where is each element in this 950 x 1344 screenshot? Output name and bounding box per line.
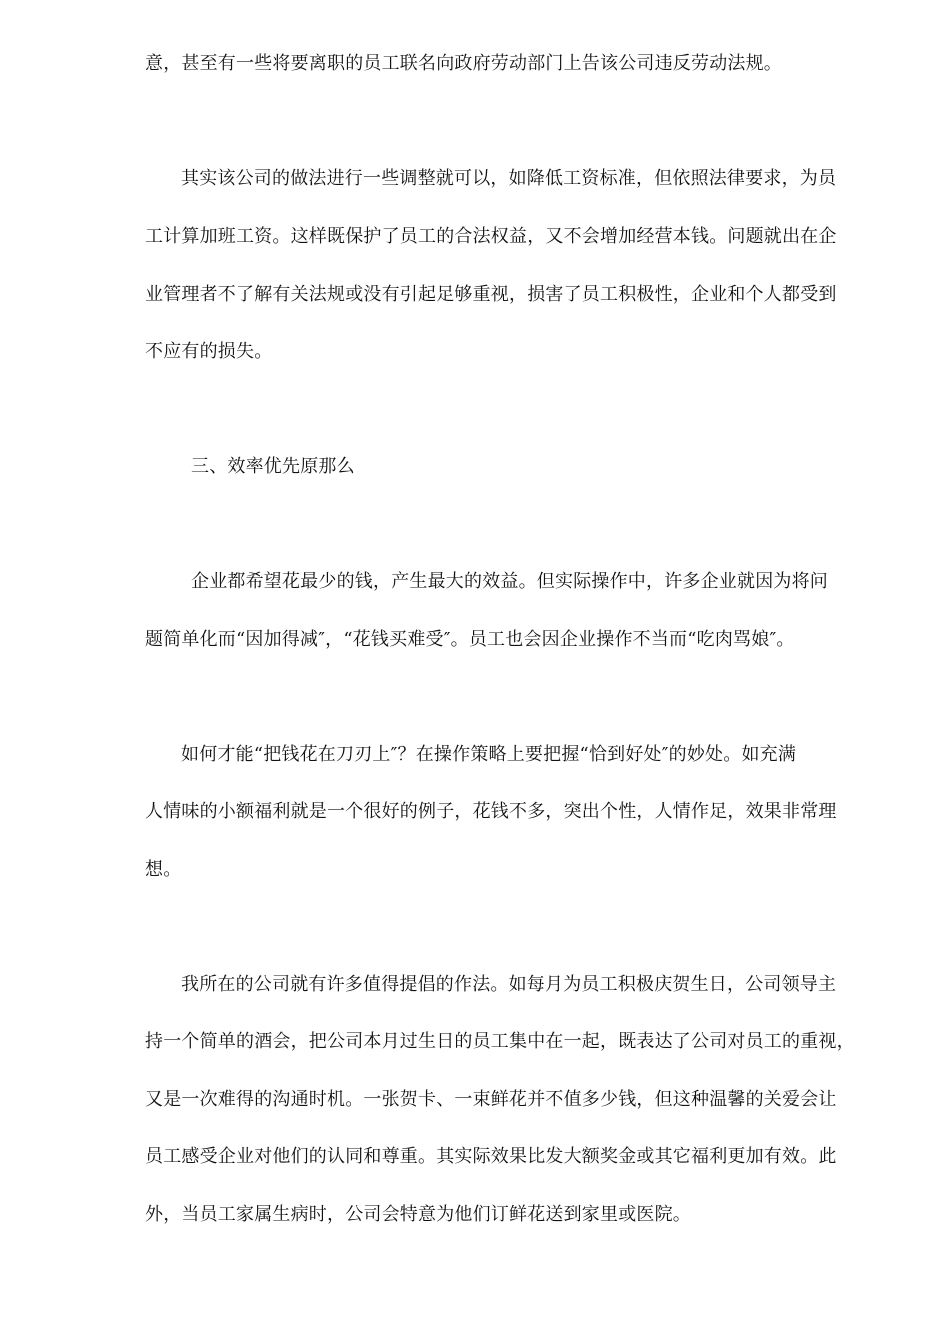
paragraph-line: 如何才能“把钱花在刀刃上″？在操作策略上要把握“恰到好处″的妙处。如充满	[181, 744, 797, 765]
paragraph-line: 想。	[145, 859, 182, 880]
paragraph-line: 员工感受企业对他们的认同和尊重。其实际效果比发大额奖金或其它福利更加有效。此	[145, 1146, 837, 1167]
paragraph-line: 又是一次难得的沟通时机。一张贺卡、一束鲜花并不值多少钱，但这种温馨的关爱会让	[145, 1089, 837, 1110]
paragraph-line: 不应有的损失。	[145, 341, 273, 362]
paragraph-line: 外，当员工家属生病时，公司会特意为他们订鲜花送到家里或医院。	[145, 1204, 691, 1225]
paragraph-line: 我所在的公司就有许多值得提倡的作法。如每月为员工积极庆贺生日，公司领导主	[181, 974, 837, 995]
paragraph-line: 人情味的小额福利就是一个很好的例子，花钱不多，突出个性，人情作足，效果非常理	[145, 801, 837, 822]
paragraph-line: 持一个简单的酒会，把公司本月过生日的员工集中在一起，既表达了公司对员工的重视，	[145, 1031, 855, 1052]
section-heading: 三、效率优先原那么	[191, 456, 355, 477]
paragraph-line: 企业都希望花最少的钱，产生最大的效益。但实际操作中，许多企业就因为将问	[191, 571, 828, 592]
paragraph-line: 题简单化而“因加得减″，“花钱买难受″。员工也会因企业操作不当而“吃肉骂娘″。	[145, 629, 795, 650]
paragraph-line: 工计算加班工资。这样既保护了员工的合法权益，又不会增加经营本钱。问题就出在企	[145, 226, 837, 247]
paragraph-line: 意，甚至有一些将要离职的员工联名向政府劳动部门上告该公司违反劳动法规。	[145, 53, 782, 74]
paragraph-line: 业管理者不了解有关法规或没有引起足够重视，损害了员工积极性，企业和个人都受到	[145, 284, 837, 305]
paragraph-line: 其实该公司的做法进行一些调整就可以，如降低工资标准，但依照法律要求，为员	[181, 168, 837, 189]
